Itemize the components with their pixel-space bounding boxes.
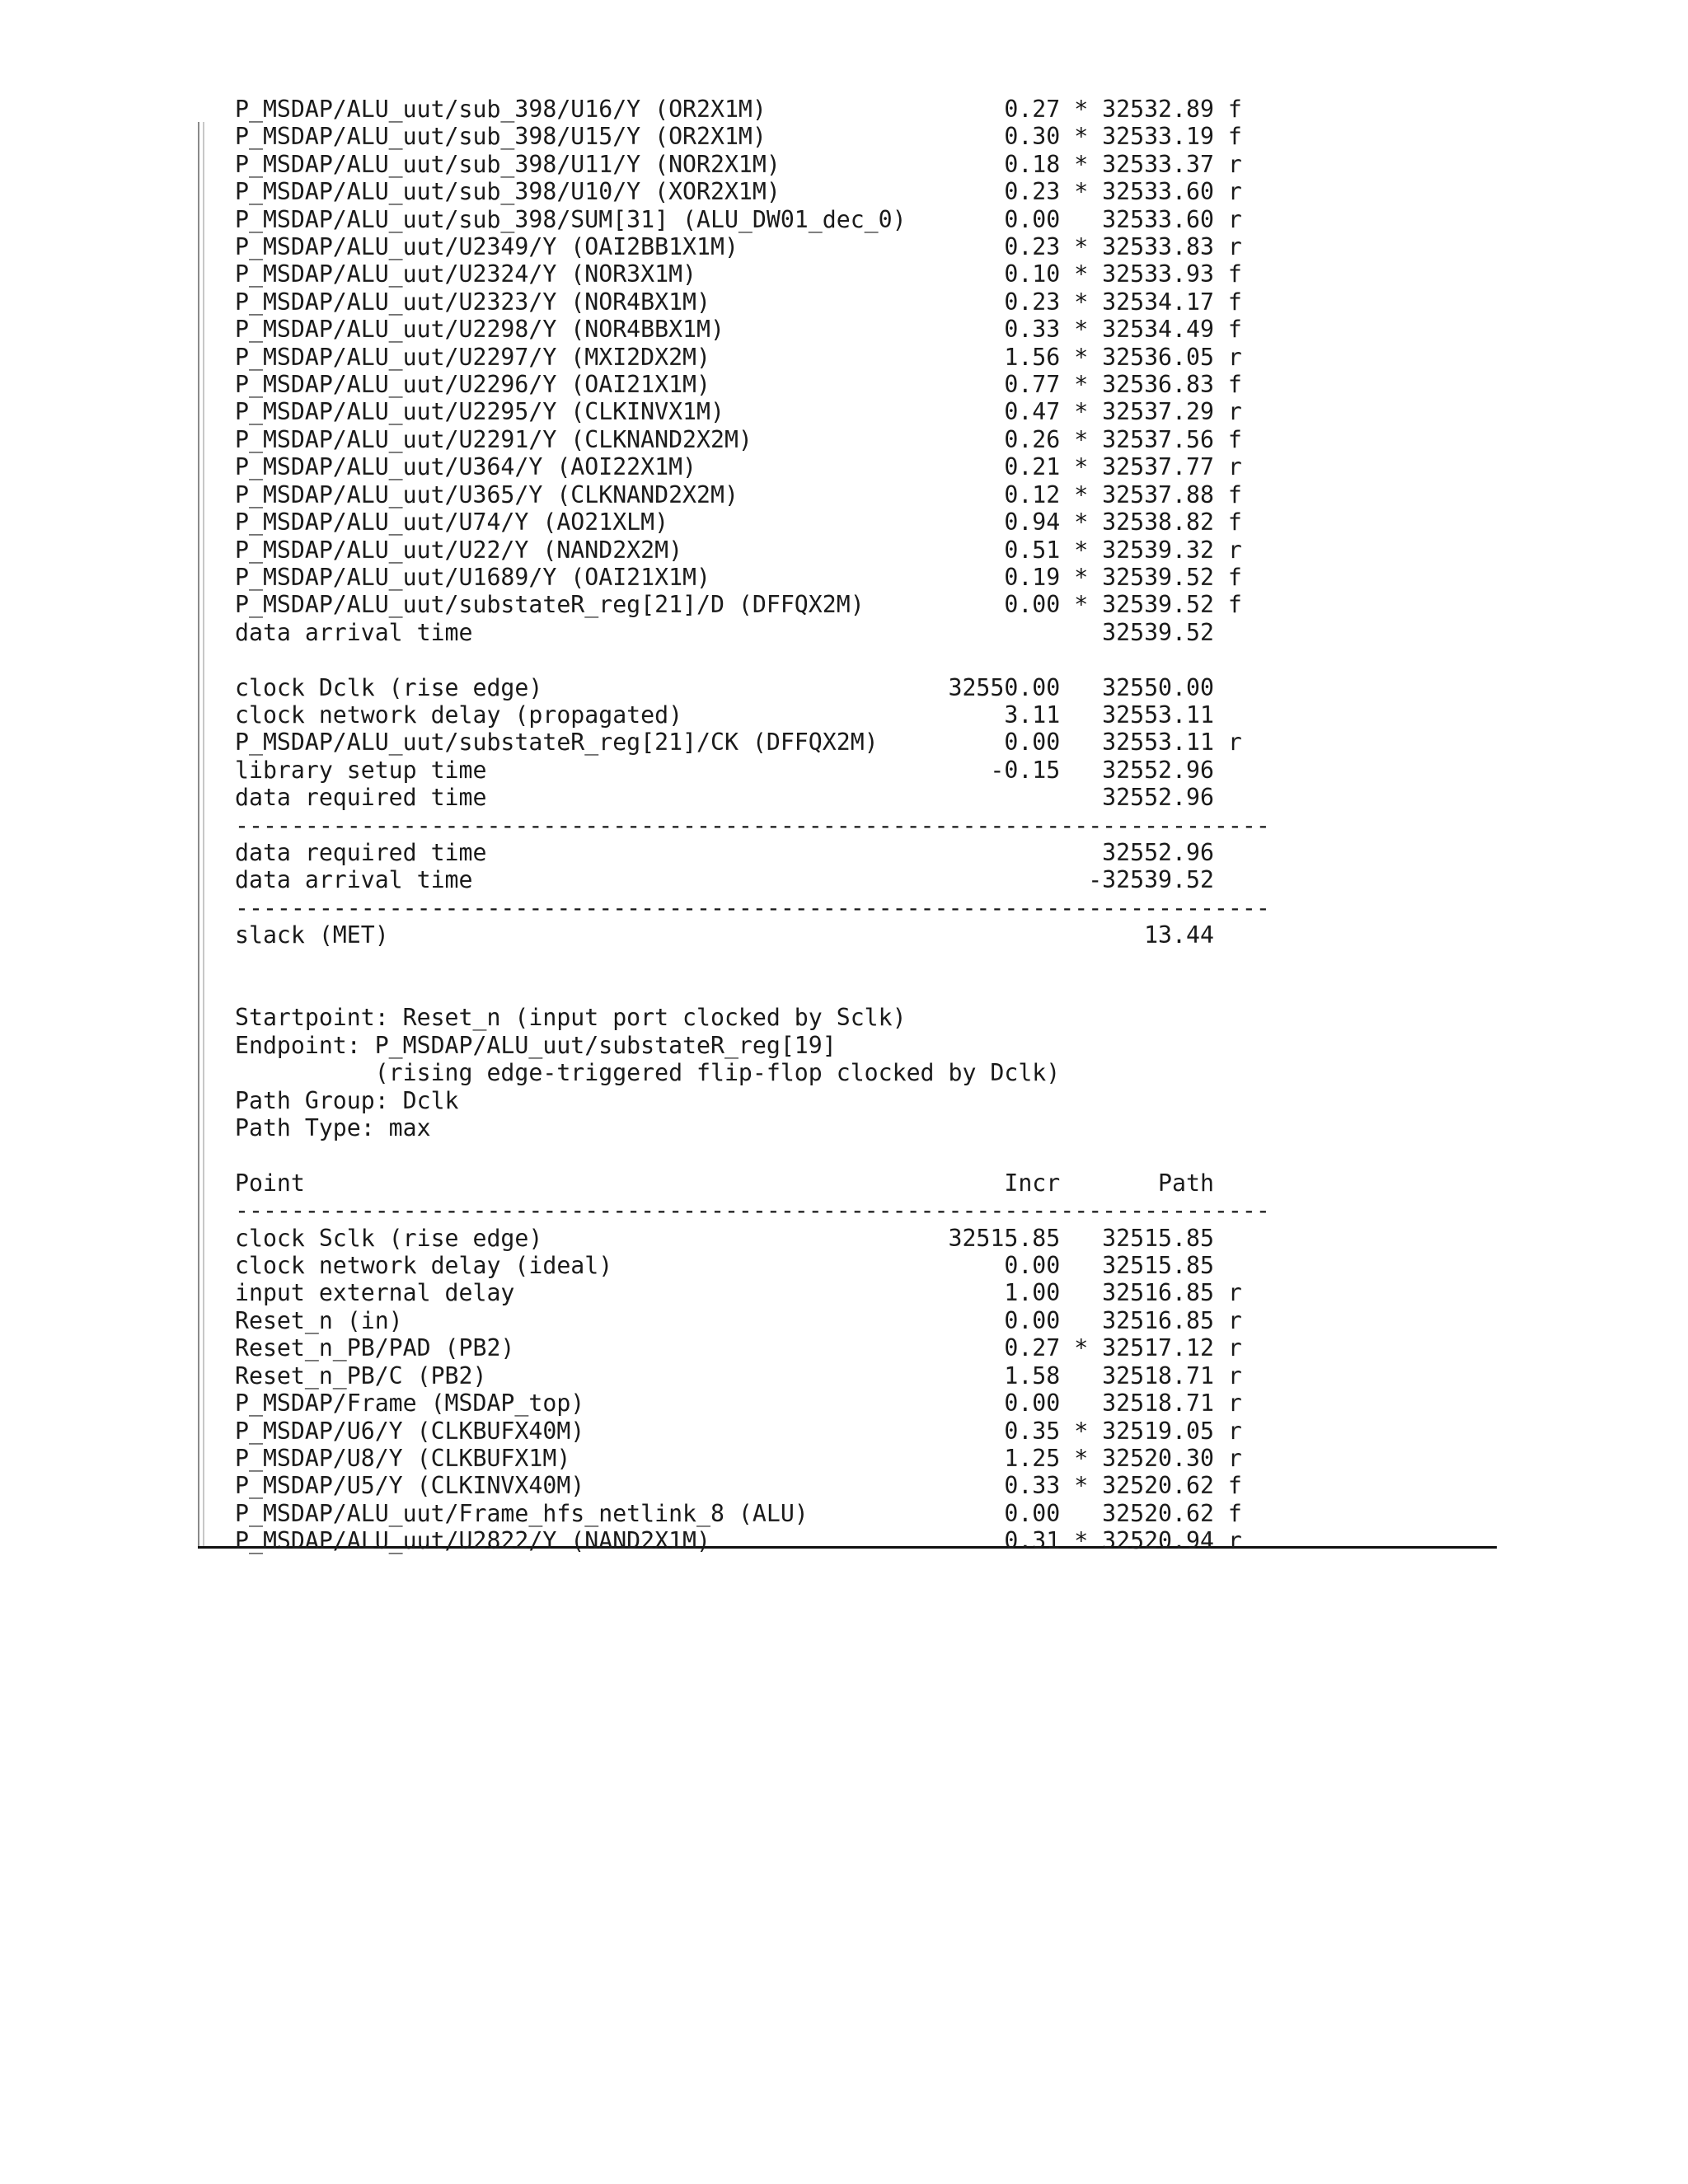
report-line: Path Type: max	[235, 1114, 431, 1142]
report-line: clock network delay (propagated) 3.11 32553.11	[235, 701, 1214, 729]
report-line: P_MSDAP/ALU_uut/U2349/Y (OAI2BB1X1M) 0.23 * 32533.83 r	[235, 233, 1242, 261]
report-line: Path Group: Dclk	[235, 1086, 459, 1114]
report-line: Startpoint: Reset_n (input port clocked by Sclk)	[235, 1004, 907, 1032]
report-separator: --------------------------------------------------------------------------	[235, 811, 1270, 839]
report-line: P_MSDAP/ALU_uut/sub_398/U10/Y (XOR2X1M) 0.23 * 32533.60 r	[235, 178, 1242, 206]
report-blank-line	[235, 1141, 1270, 1169]
left-margin-rule	[198, 122, 199, 1546]
report-line: P_MSDAP/ALU_uut/U2296/Y (OAI21X1M) 0.77 * 32536.83 f	[235, 371, 1242, 399]
report-line: P_MSDAP/ALU_uut/substateR_reg[21]/CK (DFFQX2M) 0.00 32553.11 r	[235, 729, 1242, 757]
report-line: P_MSDAP/ALU_uut/U2323/Y (NOR4BX1M) 0.23 * 32534.17 f	[235, 288, 1242, 316]
report-blank-line	[235, 646, 1270, 673]
report-line: library setup time -0.15 32552.96	[235, 756, 1214, 784]
report-line: slack (MET) 13.44	[235, 921, 1214, 949]
report-line: input external delay 1.00 32516.85 r	[235, 1279, 1242, 1307]
document-viewport	[198, 96, 1497, 1555]
report-separator: --------------------------------------------------------------------------	[235, 893, 1270, 921]
report-line: Reset_n (in) 0.00 32516.85 r	[235, 1306, 1242, 1334]
report-line: Reset_n_PB/C (PB2) 1.58 32518.71 r	[235, 1361, 1242, 1390]
report-line: data required time 32552.96	[235, 838, 1214, 866]
report-line: P_MSDAP/ALU_uut/U2297/Y (MXI2DX2M) 1.56 * 32536.05 r	[235, 343, 1242, 371]
report-line: (rising edge-triggered flip-flop clocked by Dclk)	[235, 1059, 1061, 1087]
report-line: P_MSDAP/ALU_uut/U1689/Y (OAI21X1M) 0.19 * 32539.52 f	[235, 563, 1242, 591]
report-blank-line	[235, 949, 1270, 977]
report-line: P_MSDAP/ALU_uut/U2295/Y (CLKINVX1M) 0.47 * 32537.29 r	[235, 398, 1242, 426]
report-line: P_MSDAP/ALU_uut/U2324/Y (NOR3X1M) 0.10 * 32533.93 f	[235, 260, 1242, 288]
left-margin-rule-inner	[203, 122, 204, 1546]
report-line: Reset_n_PB/PAD (PB2) 0.27 * 32517.12 r	[235, 1334, 1242, 1362]
report-line: data required time 32552.96	[235, 784, 1214, 812]
report-line: Endpoint: P_MSDAP/ALU_uut/substateR_reg[19]	[235, 1031, 837, 1059]
report-blank-line	[235, 977, 1270, 1004]
report-line: clock Sclk (rise edge) 32515.85 32515.85	[235, 1224, 1214, 1252]
report-line: P_MSDAP/ALU_uut/U22/Y (NAND2X2M) 0.51 * 32539.32 r	[235, 536, 1242, 564]
timing-report-text	[235, 96, 1270, 1555]
report-line: P_MSDAP/U8/Y (CLKBUFX1M) 1.25 * 32520.30 r	[235, 1444, 1242, 1472]
report-line: P_MSDAP/ALU_uut/U74/Y (AO21XLM) 0.94 * 32538.82 f	[235, 509, 1242, 537]
report-line: clock Dclk (rise edge) 32550.00 32550.00	[235, 673, 1214, 701]
report-line: P_MSDAP/ALU_uut/sub_398/U15/Y (OR2X1M) 0.30 * 32533.19 f	[235, 123, 1242, 151]
report-line: P_MSDAP/U5/Y (CLKINVX40M) 0.33 * 32520.62 f	[235, 1472, 1242, 1500]
report-line: clock network delay (ideal) 0.00 32515.85	[235, 1252, 1214, 1280]
report-line: P_MSDAP/Frame (MSDAP_top) 0.00 32518.71 r	[235, 1390, 1242, 1418]
report-line: Point Incr Path	[235, 1169, 1214, 1197]
report-line: P_MSDAP/ALU_uut/U364/Y (AOI22X1M) 0.21 * 32537.77 r	[235, 453, 1242, 481]
report-line: P_MSDAP/U6/Y (CLKBUFX40M) 0.35 * 32519.05 r	[235, 1417, 1242, 1445]
report-line: P_MSDAP/ALU_uut/sub_398/U16/Y (OR2X1M) 0.27 * 32532.89 f	[235, 96, 1242, 123]
report-line: data arrival time -32539.52	[235, 866, 1214, 894]
report-line: data arrival time 32539.52	[235, 618, 1214, 646]
report-line: P_MSDAP/ALU_uut/U365/Y (CLKNAND2X2M) 0.12 * 32537.88 f	[235, 480, 1242, 509]
report-line: P_MSDAP/ALU_uut/Frame_hfs_netlink_8 (ALU) 0.00 32520.62 f	[235, 1499, 1242, 1527]
report-line: P_MSDAP/ALU_uut/U2822/Y (NAND2X1M) 0.31 * 32520.94 r	[235, 1527, 1242, 1555]
report-line: P_MSDAP/ALU_uut/substateR_reg[21]/D (DFFQX2M) 0.00 * 32539.52 f	[235, 591, 1242, 619]
report-line: P_MSDAP/ALU_uut/U2291/Y (CLKNAND2X2M) 0.26 * 32537.56 f	[235, 425, 1242, 453]
report-separator: --------------------------------------------------------------------------	[235, 1197, 1270, 1225]
report-line: P_MSDAP/ALU_uut/U2298/Y (NOR4BBX1M) 0.33 * 32534.49 f	[235, 316, 1242, 344]
report-line: P_MSDAP/ALU_uut/sub_398/SUM[31] (ALU_DW01_dec_0) 0.00 32533.60 r	[235, 205, 1242, 233]
report-line: P_MSDAP/ALU_uut/sub_398/U11/Y (NOR2X1M) 0.18 * 32533.37 r	[235, 150, 1242, 178]
